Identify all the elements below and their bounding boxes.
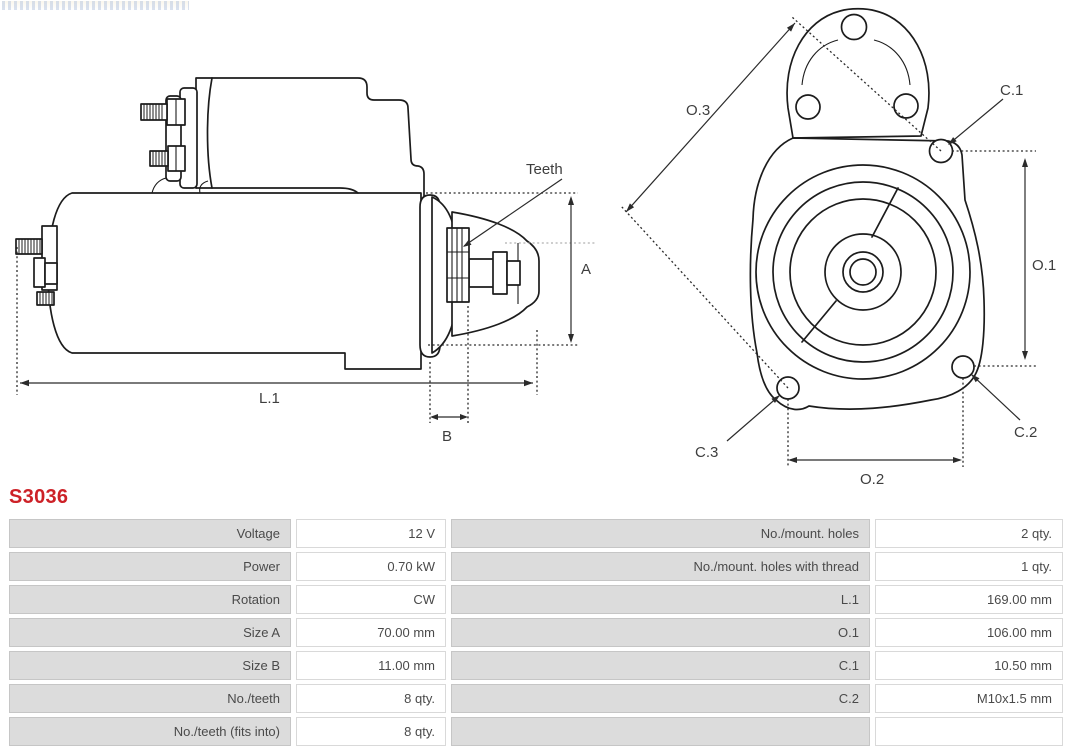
dim-label-o1: O.1 — [1032, 257, 1057, 274]
spec-value-cell: 11.00 mm — [296, 651, 446, 680]
dim-label-o3: O.3 — [686, 102, 711, 119]
spec-value-cell: 1 qty. — [875, 552, 1063, 581]
spec-value-cell: 2 qty. — [875, 519, 1063, 548]
spec-label-cell — [451, 717, 870, 746]
spec-value-cell: 10.50 mm — [875, 651, 1063, 680]
spec-label-cell: C.2 — [451, 684, 870, 713]
spec-label-cell: Voltage — [9, 519, 291, 548]
dim-label-l1: L.1 — [259, 390, 280, 407]
spec-value-cell — [875, 717, 1063, 746]
spec-value-cell: M10x1.5 mm — [875, 684, 1063, 713]
dim-label-c2: C.2 — [1014, 424, 1038, 441]
spec-value-cell: CW — [296, 585, 446, 614]
spec-label-cell: Power — [9, 552, 291, 581]
spec-label-cell: Size A — [9, 618, 291, 647]
spec-label-cell: Rotation — [9, 585, 291, 614]
spec-value-cell: 12 V — [296, 519, 446, 548]
front-view-drawing — [621, 9, 1056, 488]
spec-label-cell: Size B — [9, 651, 291, 680]
spec-value-cell: 0.70 kW — [296, 552, 446, 581]
spec-label-cell: O.1 — [451, 618, 870, 647]
spec-label-cell: L.1 — [451, 585, 870, 614]
part-number: S3036 — [9, 486, 69, 508]
spec-value-cell: 8 qty. — [296, 717, 446, 746]
spec-value-cell: 8 qty. — [296, 684, 446, 713]
spec-label-cell: No./teeth (fits into) — [9, 717, 291, 746]
spec-label-cell: No./teeth — [9, 684, 291, 713]
teeth-label: Teeth — [526, 161, 563, 178]
spec-value-cell: 169.00 mm — [875, 585, 1063, 614]
dim-label-o2: O.2 — [860, 471, 885, 488]
side-view-drawing — [16, 78, 596, 445]
spec-value-cell: 106.00 mm — [875, 618, 1063, 647]
spec-value-cell: 70.00 mm — [296, 618, 446, 647]
dim-label-c1: C.1 — [1000, 82, 1024, 99]
spec-label-cell: C.1 — [451, 651, 870, 680]
dim-label-a: A — [581, 261, 592, 278]
spec-table — [9, 519, 1063, 746]
dim-label-c3: C.3 — [695, 444, 719, 461]
spec-label-cell: No./mount. holes with thread — [451, 552, 870, 581]
dim-label-b: B — [442, 428, 453, 445]
spec-label-cell: No./mount. holes — [451, 519, 870, 548]
